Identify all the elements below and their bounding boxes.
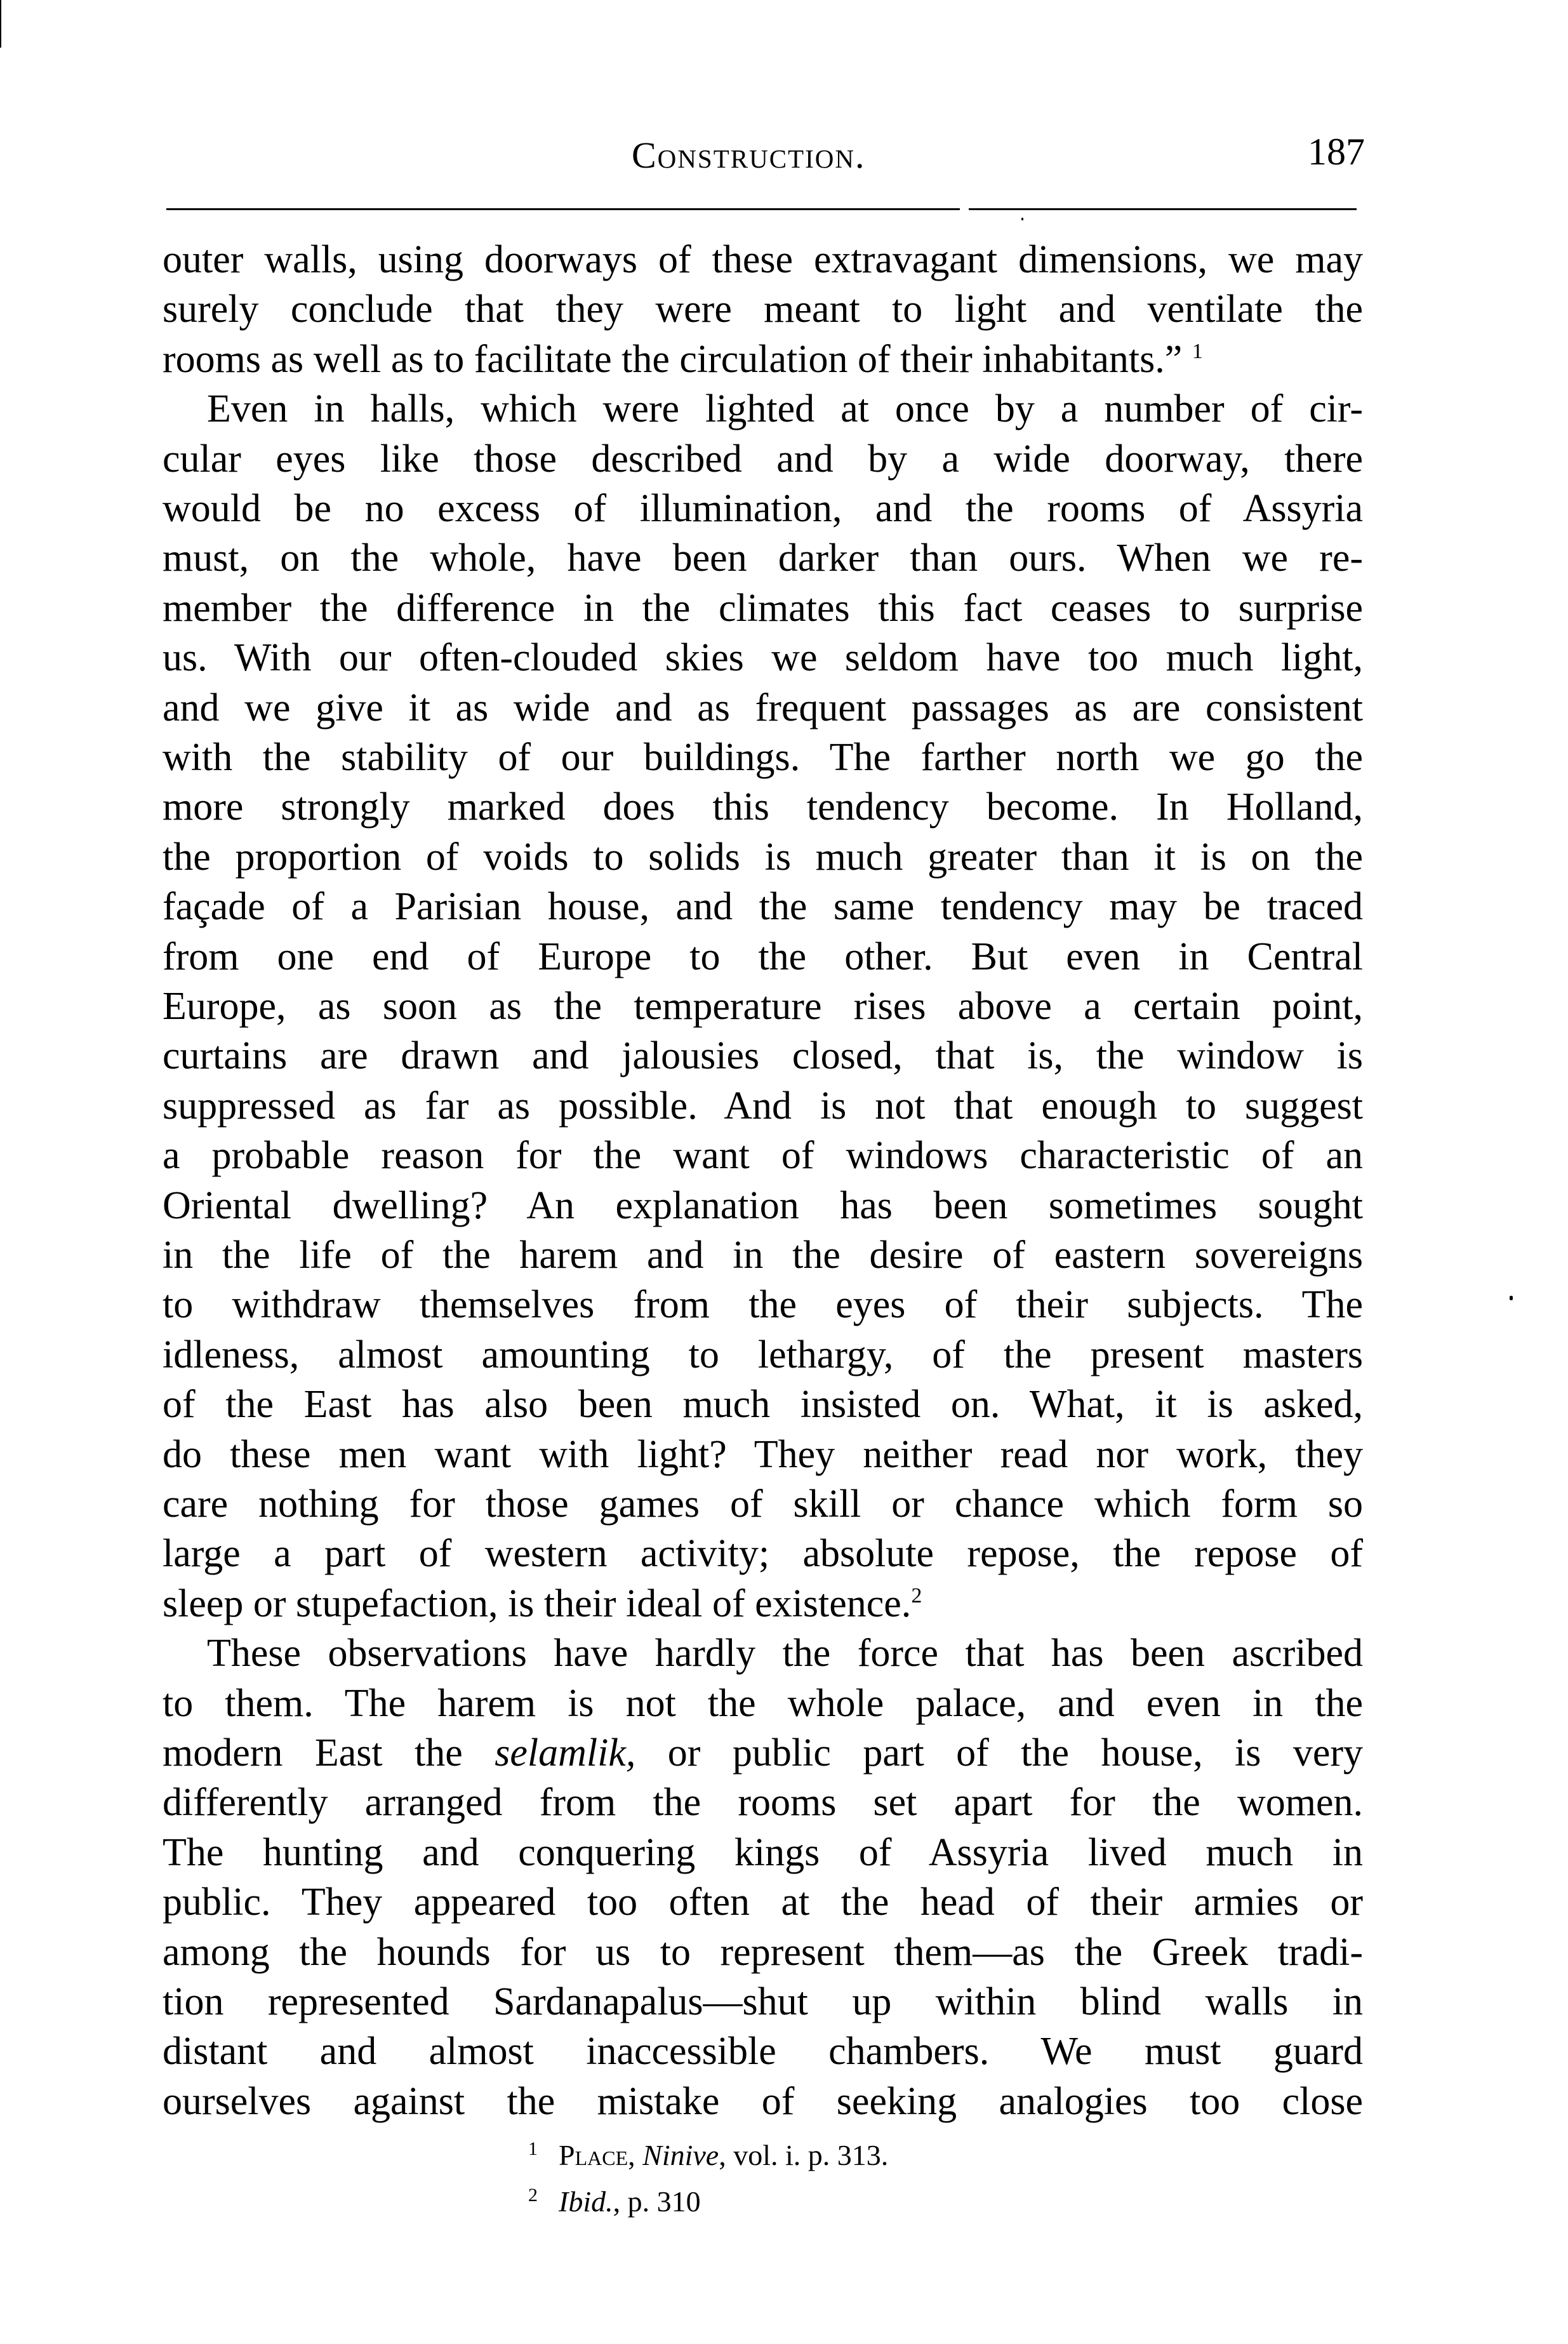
line-text: would be no excess of illumination, and the rooms of Assyria: [163, 487, 1363, 530]
text-line: [163, 484, 1363, 533]
header-rule: [969, 208, 1357, 210]
text-line: [163, 2027, 1363, 2076]
line-text: modern East the: [163, 1731, 495, 1775]
running-head-title: Construction.: [632, 135, 866, 176]
line-text: and we give it as wide and as frequent passages as are consistent: [163, 686, 1363, 729]
line-text: cular eyes like those described and by a wide doorway, there: [163, 437, 1363, 481]
line-text: to them. The harem is not the whole palace, and even in the: [163, 1682, 1363, 1725]
line-text: curtains are drawn and jalousies closed, that is, the window is: [163, 1034, 1363, 1077]
text-line: [163, 1928, 1363, 1977]
footnote-1: 1 Place, Ninive, vol. i. p. 313.: [528, 2138, 889, 2171]
text-line: [163, 284, 1363, 334]
footnote-2: 2 Ibid., p. 310: [528, 2185, 701, 2218]
text-line: [163, 1877, 1363, 1927]
line-text: façade of a Parisian house, and the same tendency may be traced: [163, 885, 1363, 928]
text-line: [163, 1828, 1363, 1877]
line-text: Europe, as soon as the temperature rises above a certain point,: [163, 985, 1363, 1028]
line-text: to withdraw themselves from the eyes of their subjects. The: [163, 1283, 1363, 1326]
line-text: distant and almost inaccessible chambers. We must guard: [163, 2030, 1363, 2073]
line-text: the proportion of voids to solids is much greater than it is on the: [163, 836, 1363, 879]
text-line: [163, 1529, 1363, 1578]
line-text: must, on the whole, have been darker than ours. When we re-: [163, 536, 1363, 580]
footnote-rest: , vol. i. p. 313.: [719, 2139, 889, 2171]
footnote-ref-1[interactable]: 1: [1192, 340, 1203, 363]
text-line: [163, 882, 1363, 931]
footnote-ref-2[interactable]: 2: [911, 1584, 922, 1608]
text-line: [163, 335, 1363, 384]
text-line: [207, 1628, 1363, 1678]
line-text: or public part of the house, is very: [635, 1731, 1364, 1775]
line-text: suppressed as far as possible. And is not that enough to suggest: [163, 1084, 1363, 1128]
text-line: [163, 1031, 1363, 1081]
line-text: more strongly marked does this tendency become. In Holland,: [163, 785, 1363, 829]
rule-speck: [1021, 218, 1023, 220]
text-line: [163, 932, 1363, 982]
line-text: These observations have hardly the force that has been ascribed: [207, 1632, 1363, 1675]
line-text: The hunting and conquering kings of Assyria lived much in: [163, 1831, 1363, 1874]
text-line: [163, 1479, 1363, 1529]
text-line: [163, 533, 1363, 583]
scan-speck: [1510, 1296, 1513, 1300]
line-text: in the life of the harem and in the desire of eastern sovereigns: [163, 1234, 1363, 1277]
text-line: [163, 1380, 1363, 1429]
line-text: Even in halls, which were lighted at once by a number of cir-: [207, 387, 1363, 430]
text-line: [163, 1679, 1363, 1728]
italic-term-selamlik: selamlik,: [495, 1731, 636, 1775]
line-text: Oriental dwelling? An explanation has been sometimes sought: [163, 1184, 1363, 1227]
line-text: rooms as well as to facilitate the circulation of their inhabitants.”: [163, 338, 1183, 381]
text-line: [163, 434, 1363, 484]
text-line: [163, 1728, 1363, 1778]
text-line: [163, 235, 1363, 284]
text-line: [163, 1181, 1363, 1230]
line-text: care nothing for those games of skill or chance which form so: [163, 1482, 1363, 1526]
text-line: [163, 733, 1363, 782]
line-text: with the stability of our buildings. The farther north we go the: [163, 736, 1363, 779]
text-line: [163, 633, 1363, 683]
footnote-rest: , p. 310: [613, 2185, 701, 2218]
line-text: do these men want with light? They neither read nor work, they: [163, 1433, 1363, 1476]
line-text: surely conclude that they were meant to light and ventilate the: [163, 288, 1363, 331]
text-line: [207, 384, 1363, 434]
text-line: [163, 1430, 1363, 1479]
footnote-title: Ninive: [642, 2139, 719, 2171]
header-rule: [166, 208, 960, 210]
page-number: 187: [1308, 131, 1365, 173]
text-line: [163, 1330, 1363, 1380]
text-line: [163, 832, 1363, 882]
text-line: [163, 1280, 1363, 1329]
line-text: among the hounds for us to represent them—as the Greek tradi-: [163, 1931, 1363, 1974]
line-text: large a part of western activity; absolute repose, the repose of: [163, 1532, 1363, 1575]
line-text: differently arranged from the rooms set apart for the women.: [163, 1781, 1363, 1824]
text-line: [163, 1778, 1363, 1827]
text-line: [163, 2077, 1363, 2126]
text-line: [163, 1579, 1363, 1628]
line-text: tion represented Sardanapalus—shut up within blind walls in: [163, 1980, 1363, 2023]
line-text: a probable reason for the want of windows characteristic of an: [163, 1134, 1363, 1177]
line-text: us. With our often-clouded skies we seldom have too much light,: [163, 636, 1363, 679]
running-head: [0, 0, 1568, 216]
text-line: [163, 1230, 1363, 1280]
line-text: member the difference in the climates this fact ceases to surprise: [163, 587, 1363, 630]
line-text: ourselves against the mistake of seeking analogies too close: [163, 2080, 1363, 2123]
footnote-author: Place: [559, 2139, 628, 2171]
footnote-sep: ,: [628, 2139, 643, 2171]
text-line: [163, 1081, 1363, 1131]
line-text: public. They appeared too often at the head of their armies or: [163, 1881, 1363, 1924]
line-text: from one end of Europe to the other. But even in Central: [163, 935, 1363, 978]
line-text: outer walls, using doorways of these extravagant dimensions, we may: [163, 238, 1363, 281]
text-line: [163, 583, 1363, 633]
text-line: [163, 982, 1363, 1031]
text-line: [163, 1131, 1363, 1180]
text-line: [163, 1977, 1363, 2027]
footnote-title: Ibid.: [559, 2185, 613, 2218]
line-text: sleep or stupefaction, is their ideal of existence.: [163, 1582, 912, 1625]
line-text: of the East has also been much insisted on. What, it is asked,: [163, 1383, 1363, 1426]
text-line: [163, 782, 1363, 832]
text-line: [163, 683, 1363, 733]
line-text: idleness, almost amounting to lethargy, of the present masters: [163, 1333, 1363, 1376]
